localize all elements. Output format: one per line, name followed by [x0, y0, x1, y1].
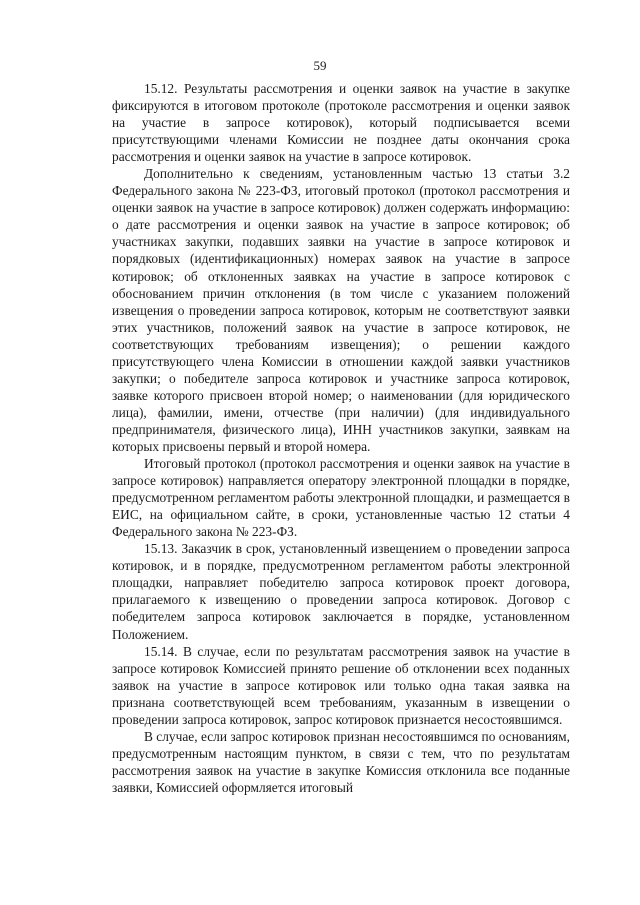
paragraph-15-13: 15.13. Заказчик в срок, установленный извещением о проведении запроса котировок, и в порядке, предусмотренном регламентом работы электронной площадки, направляет победителю запроса котировок проект договора, прилагаемого к извещению о проведении запроса котировок. Договор с победителем запроса котировок заключается в порядке, установленном Положением. [112, 541, 570, 642]
paragraph-protocol-contents: Дополнительно к сведениям, установленным частью 13 статьи 3.2 Федерального закона № 223-ФЗ, итоговый протокол (протокол рассмотрения и оценки заявок на участие в запросе котировок) должен содержать информацию: о дате рассмотрения и оценки заявок на участие в запросе котировок; об участниках закупки, подавших заявки на участие в запросе котировок и порядковых (идентификационных) номерах заявок на участие в запросе котировок; об отклоненных заявках на участие в запросе котировок с обоснованием причин отклонения (в том числе с указанием положений извещения о проведении запроса котировок, которым не соответствуют заявки этих участников, положений заявок на участие в запросе котировок, не соответствующих требованиям извещения); о решении каждого присутствующего члена Комиссии в отношении каждой заявки участников закупки; о победителе запроса котировок и участнике запроса котировок, заявке которого присвоен второй номер; о наименовании (для юридического лица), фамилии, имени, отчестве (при наличии) (для индивидуального предпринимателя, физического лица), ИНН участников закупки, заявкам на которых присвоены первый и второй номера. [112, 166, 570, 454]
paragraph-15-12: 15.12. Результаты рассмотрения и оценки заявок на участие в закупке фиксируются в итоговом протоколе (протоколе рассмотрения и оценки заявок на участие в запросе котировок), который подписывается всеми присутствующими членами Комиссии не позднее даты окончания срока рассмотрения и оценки заявок на участие в запросе котировок. [112, 81, 570, 165]
paragraph-15-14: 15.14. В случае, если по результатам рассмотрения заявок на участие в запросе котировок Комиссией принято решение об отклонении всех поданных заявок на участие в запросе котировок или только одна такая заявка на признана соответствующей всем требованиям, указанным в извещении о проведении запроса котировок, запрос котировок признается несостоявшимся. [112, 643, 570, 727]
paragraph-protocol-publication: Итоговый протокол (протокол рассмотрения и оценки заявок на участие в запросе котировок) направляется оператору электронной площадки в порядке, предусмотренном регламентом работы электронной площадки, и размещается в ЕИС, на официальном сайте, в сроки, установленные частью 12 статьи 4 Федерального закона № 223-ФЗ. [112, 456, 570, 540]
page-number: 59 [313, 58, 327, 73]
paragraph-failed-request: В случае, если запрос котировок признан несостоявшимся по основаниям, предусмотренным настоящим пунктом, в связи с тем, что по результатам рассмотрения заявок на участие в закупке Комиссия отклонила все поданные заявки, Комиссией оформляется итоговый [112, 728, 570, 795]
document-body [112, 80, 570, 796]
